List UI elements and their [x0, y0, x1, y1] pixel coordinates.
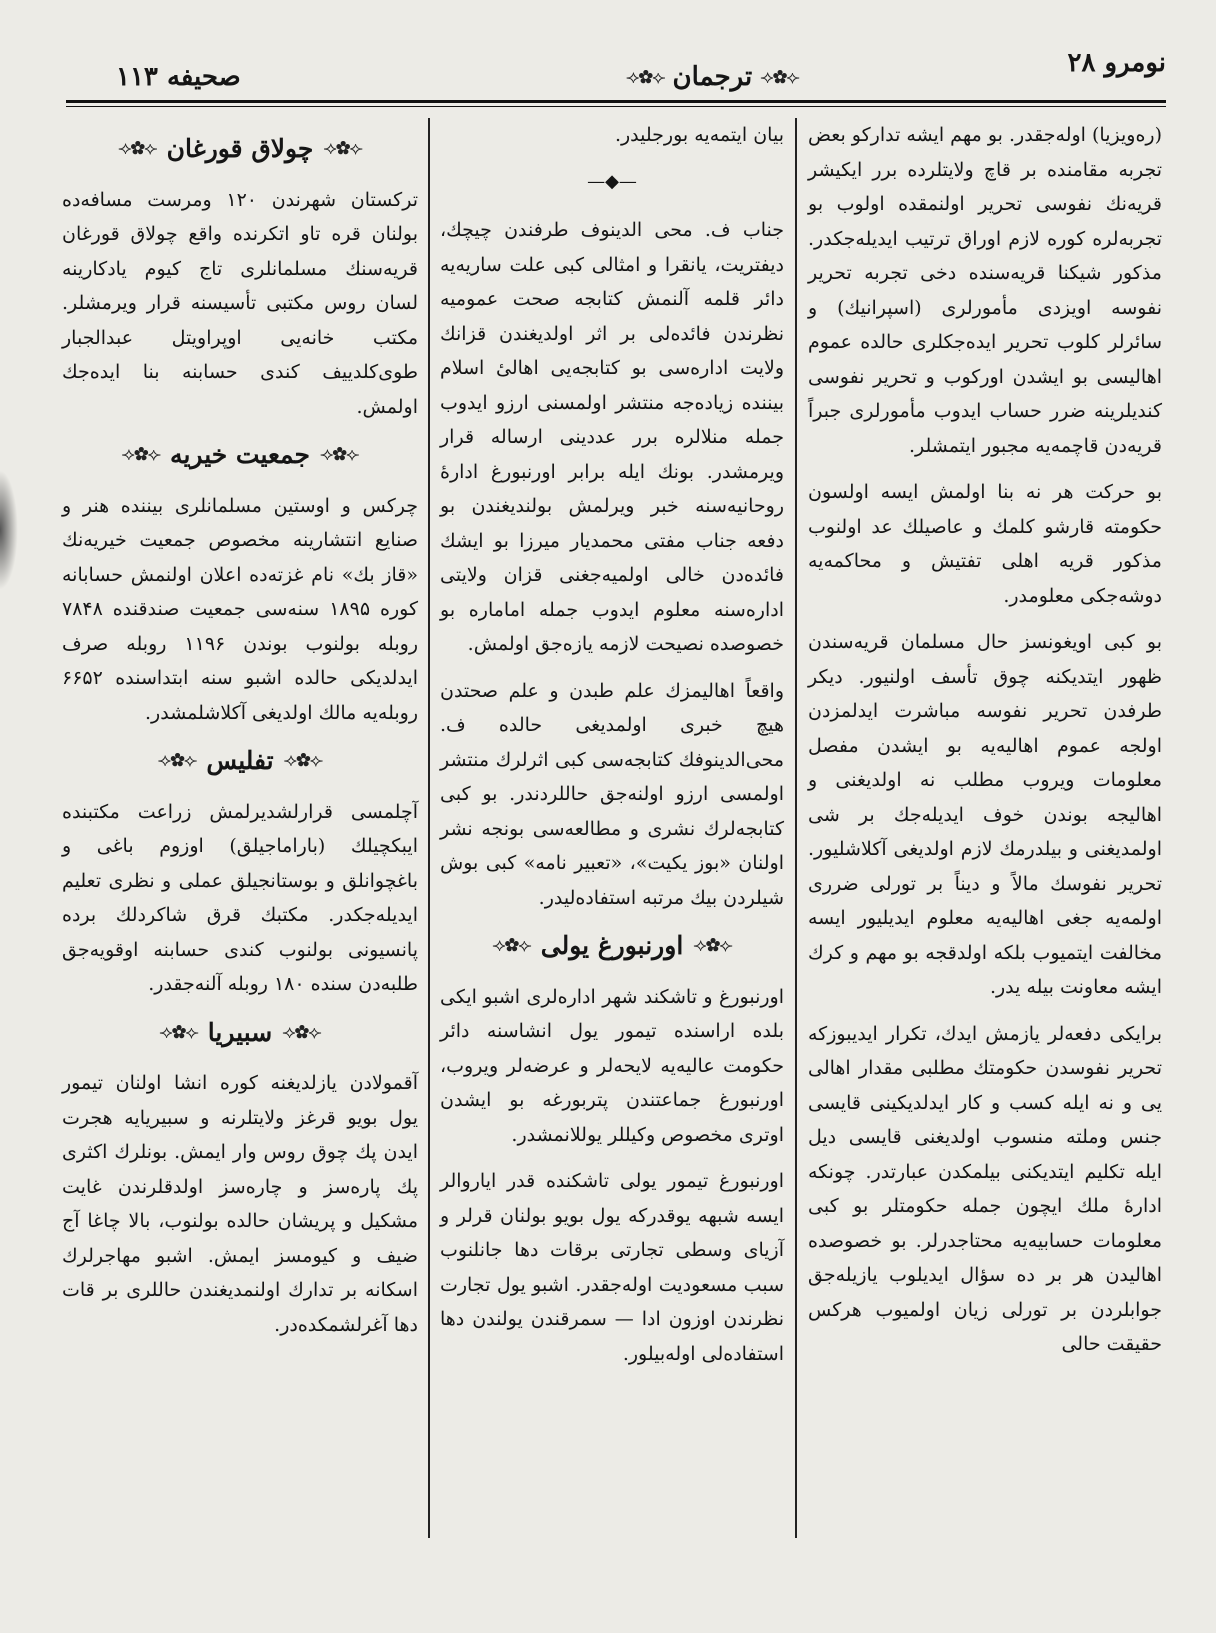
- ornament-icon: ⟢✿⟣: [760, 66, 799, 88]
- header-rule-thin: [66, 106, 1166, 107]
- article-paragraph: اورنبورغ تیمور یولی تاشکنده قدر ایاروالر ایسه شبهه یوقدرکه یول بویو بولنان قرلر و آزیای وسطی تجارتی برقات دها جانلنوب سبب مسعودیت اولەجقدر. اشبو یول تجارت نظرندن اوزون ادا — سمرقندن یولندن دها استفادەلی اولەبیلور.: [440, 1170, 784, 1365]
- article-paragraph: بو کبی اویغونسز حال مسلمان قریەسندن ظهور ایتدیکنه چوق تأسف اولنیور. دیکر طرفدن تحریر نفوسه مباشرت ایدلمزدن اولجه عموم اهالیەیه بو ایشدن مفصل معلومات ویروب مطلب نه اولدیغنی و اهالیجه بوندن خوف ایدیلەجك بر شی اولمدیغنی و بیلدرمك لازم اولدیغی آکلاشلیور. تحریر نفوسك مالاً و دیناً بر تورلی ضرری اولمەیه جغی اهالیەیه معلوم ایدیلیور ایسه مخالفت ایتمیوب بلکه اولدقجه بو مهم و کرك ایشه معاونت بیله یدر.: [808, 631, 1162, 998]
- ornament-icon: ⟢✿⟣: [283, 750, 323, 771]
- ornament-icon: ⟢✿⟣: [121, 444, 161, 465]
- heading-text: اورنبورغ یولی: [540, 931, 684, 960]
- article-paragraph: اورنبورغ و تاشکند شهر ادارەلری اشبو ایکی بلده اراسنده تیمور یول انشاسنه دائر حکومت عالیەیه لایحەلر و عرضەلر ویروب، اورنبورغ جماعتندن پتربورغه بو ایشدن اوتری مخصوص وکیللر یوللانمشدر.: [440, 985, 784, 1146]
- masthead-title: [626, 62, 799, 92]
- ornament-icon: ⟢✿⟣: [319, 444, 359, 465]
- article-paragraph: بو حرکت هر نه بنا اولمش ایسه اولسون حکومته قارشو کلمك و عاصیلك عد اولنوب مذکور قریه اهلی تفتیش و محاکمەیه دوشەجکی معلومدر.: [808, 481, 1162, 607]
- column-divider-left: [428, 118, 430, 1538]
- separator-icon: —◆—: [587, 170, 637, 192]
- column-middle: [440, 118, 784, 1383]
- ornament-icon: ⟢✿⟣: [492, 935, 531, 956]
- ornament-icon: ⟢✿⟣: [118, 138, 157, 159]
- article-paragraph: چرکس و اوستین مسلمانلری بیننده هنر و صنایع انتشارینه مخصوص جمعیت خیریەنك «قاز بك» نام غزتەده اعلان اولنمش حسابانه کوره ۱۸۹۵ سنەسی جمعیت صندقنده ۷۸۴۸ روبله بولنوب بوندن ۱۱۹۶ روبله صرف ایدلدیکی حالده اشبو سنه ابتداسنده ۶۶۵۲ روبلەیه مالك اولدیغی آکلاشلمشدر.: [62, 494, 418, 724]
- article-paragraph: بیان ایتمەیه بورجلیدر.: [614, 124, 784, 146]
- ornament-icon: ⟢✿⟣: [157, 750, 197, 771]
- column-divider-right: [795, 118, 797, 1538]
- article-paragraph: برایکی دفعەلر یازمش ایدك، تکرار ایدیبوزکه تحریر نفوسدن حکومتك مطلبی مقدار اهالی یی و نه ایله کسب و کار ایدلدیکینی قایسی جنس وملته منسوب اولدیغنی قایسی دیل ایله تکلیم ایتدیکنی بیلمکدن عبارتدر. چونکه ادارهٔ ملك ایچون جمله حکومتلر بو کبی معلومات حسابیەیه محتاجدرلر. بو خصوصده اهالیدن هر بر ده سؤال ایدیلوب یازیلەجق جوابلردن بر تورلی زیان اولمیوب هرکس حقیقت حالی: [808, 1022, 1162, 1355]
- article-paragraph: آچلمسی قرارلشدیرلمش زراعت مکتبنده ایبکچیلك (باراماجیلق) اوزوم باغی و باغچوانلق و بوستانجیلق عملی و نظری تعلیم ایدیلەجکدر. مکتبك قرق شاکردلك برده پانسیونی بولنوب کندی حسابنه اوقویەجق طلبەدن سنده ۱۸۰ روبله آلنەجقدر.: [62, 800, 418, 995]
- section-heading: [62, 438, 418, 473]
- column-left: [62, 118, 418, 1354]
- issue-number: نومرو ۲۸: [1067, 48, 1166, 78]
- binding-shadow: [0, 470, 18, 590]
- ornament-icon: ⟢✿⟣: [626, 66, 665, 88]
- article-paragraph: ترکستان شهرندن ۱۲۰ ومرست مسافەده بولنان قره تاو اتکرنده واقع چولاق قورغان قریەسنك مسلمانلری تاج کیوم یادکارینه لسان روس مکتبی تأسیسنه قرار ویرمشلر. مکتب خانەیی اوپراویتل عبدالجبار طوی‌کلدییف کندی حسابنه بنا ایدەجك اولمش.: [62, 188, 419, 418]
- page-header: [66, 42, 1166, 92]
- heading-text: جمعیت خیریه: [170, 440, 310, 469]
- article-paragraph: آقمولادن یازلدیغنه کوره انشا اولنان تیمور یول بویو قرغز ولایتلرنه و سبیریایه هجرت ایدن پك چوق روس وار ایمش. بونلرك اکثری پك پارەسز و چارەسز اولدقلرندن غایت مشکیل و پریشان حالده بولنوب، بالا چاغا آج ضیف و کیومسز ایمش. اشبو مهاجرلرك اسکانه بر تدارك اولنمدیغندن حاللری بر قات دها آغرلشمکدەدر.: [62, 1072, 418, 1336]
- newspaper-title: ترجمان: [672, 62, 753, 92]
- heading-text: چولاق قورغان: [166, 134, 314, 163]
- section-heading: [62, 1016, 418, 1051]
- article-paragraph: جناب ف. محی الدینوف طرفندن چیچك، دیفتریت، یانقرا و امثالی کبی علت ساریەیه دائر قلمه آلنمش کتابجه صحت عمومیه نظرندن فائدەلی بر اثر اولدیغندن قزانك ولایت ادارەسی بو کتابجەیی اهالیٔ اسلام بیننده زیادەجه منتشر اولمسنی ارزو ایدوب جمله منلالره برر عددینی ارساله قرار ویرمشدر. بونك ایله برابر اورنبورغ ادارهٔ روحانیەسنه خبر ویرلمش بولندیغندن بو دفعه جناب مفتی محمدیار میرزا بو ایشك فائدەدن خالی اولمیەجغنی قزان ولایتی اداره‌سنه معلوم ایدوب جمله امامارە بو خصوصده نصیحت لازمه یازەجق اولمش.: [440, 219, 784, 655]
- section-heading: [62, 744, 418, 779]
- ornament-icon: ⟢✿⟣: [159, 1021, 198, 1043]
- section-heading: [62, 132, 418, 167]
- page-number: صحیفه ۱۱۳: [116, 62, 241, 92]
- heading-text: تفلیس: [206, 746, 274, 775]
- header-rule: [66, 100, 1166, 103]
- column-right: [808, 118, 1162, 1374]
- article-paragraph: (رەویزیا) اولەجقدر. بو مهم ایشه تدارکو بعض تجربه مقامنده بر قاچ ولایتلرده برر ایکیشر قریەنك نفوسی تحریر اولنمقده اولوب بو تجربەلره کوره لازم اوراق ترتیب ایدیلەجکدر. مذکور شیکنا قریەسنده دخی تجربە تحریر نفوسه اویزدی مأمورلری (اسپرانیك) و سائرلر کلوب تحریر ایدەجکلری حالده عموم اهالیسی بو ایشدن اورکوب و تحریر نفوسی کندیلرینه ضرر حساب ایدوب مأمورلری جبراً قریەدن قاچمەیه مجبور ایتمشلر.: [808, 124, 1162, 457]
- section-heading: [440, 929, 784, 964]
- ornament-icon: ⟢✿⟣: [323, 138, 362, 159]
- heading-text: سبیریا: [207, 1017, 273, 1047]
- ornament-icon: ⟢✿⟣: [282, 1021, 321, 1043]
- article-paragraph: واقعاً اهالیمزك علم طبدن و علم صحتدن هیچ خبری اولمدیغی حالده ف. محی‌الدینوفك کتابجەسی کبی اثرلرك منتشر اولمسی ارزو اولنەجق حاللردندر. بو کبی کتابجەلرك نشری و مطالعەسی بونجه نشر اولنان «بوز یکیت»، «تعبیر نامه» کبی بوش شیلردن بیك مرتبه استفادەلیدر.: [440, 679, 784, 909]
- ornament-icon: ⟢✿⟣: [693, 935, 732, 956]
